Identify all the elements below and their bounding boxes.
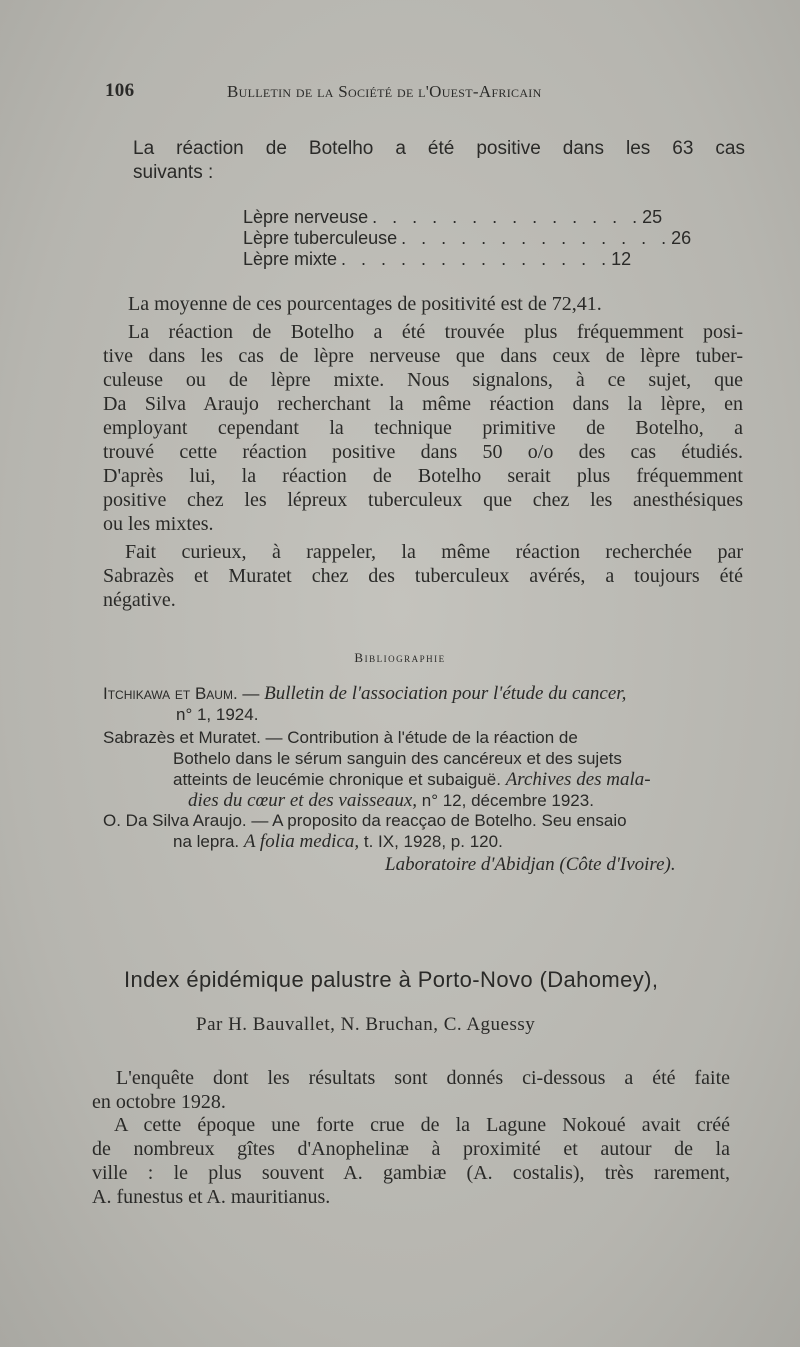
text-line: trouvé cette réaction positive dans 50 o/o des cas étudiés. — [103, 441, 743, 463]
bib-text: t. IX, 1928, p. 120. — [363, 832, 503, 851]
text-line: ville : le plus souvent A. gambiæ (A. costalis), très rarement, — [92, 1162, 730, 1184]
text-line: négative. — [103, 589, 176, 611]
text-line: en octobre 1928. — [92, 1091, 226, 1113]
text-line: D'après lui, la réaction de Botelho serait plus fréquemment — [103, 465, 743, 487]
text-line: Sabrazès et Muratet chez des tuberculeux avérés, a toujours été — [103, 565, 743, 587]
text-line: A cette époque une forte crue de la Lagune Nokoué avait créé — [114, 1114, 730, 1136]
bibliography-entry — [103, 683, 738, 725]
bib-text: atteints de leucémie chronique et subaiguë. — [173, 770, 501, 789]
table-row — [243, 207, 663, 228]
text-line: ou les mixtes. — [103, 513, 214, 535]
paragraph-curious — [103, 540, 743, 612]
leader-dots: . . . . . . . . . . . . . . — [372, 207, 643, 227]
bibliography-entry — [103, 727, 738, 811]
running-head: Bulletin de la Société de l'Ouest-Africain — [227, 82, 542, 101]
intro-paragraph — [133, 137, 745, 185]
table-row — [243, 249, 632, 270]
bib-journal: A folia medica, — [243, 831, 360, 852]
leprosy-table — [243, 207, 692, 270]
text-line — [103, 790, 738, 811]
table-row — [243, 228, 692, 249]
text-line — [103, 769, 738, 790]
paragraph-average — [128, 292, 740, 316]
leader-dots: . . . . . . . . . . . . . . — [341, 249, 612, 269]
row-label: Lèpre tuberculeuse — [243, 228, 398, 248]
text-line: suivants : — [133, 162, 214, 183]
bib-text: na lepra. — [173, 832, 240, 851]
bibliography-entry — [103, 810, 738, 852]
bibliography-title: Bibliographie — [354, 650, 446, 665]
bib-authors: Itchikawa et Baum. — — [103, 684, 265, 703]
text-line: n° 1, 1924. — [176, 705, 259, 724]
text-line: La réaction de Botelho a été positive dans les 63 cas — [133, 138, 745, 159]
row-label: Lèpre mixte — [243, 249, 338, 269]
article-authors: Par H. Bauvallet, N. Bruchan, C. Aguessy — [196, 1014, 536, 1035]
text-line: de nombreux gîtes d'Anophelinæ à proximité et autour de la — [92, 1138, 730, 1160]
text-line: culeuse ou de lèpre mixte. Nous signalons, à ce sujet, que — [103, 369, 743, 391]
article-title: Index épidémique palustre à Porto-Novo (Dahomey), — [124, 967, 659, 992]
text-line: employant cependant la technique primitive de Botelho, a — [103, 417, 743, 439]
paragraph-crue — [92, 1113, 730, 1209]
bib-text: n° 12, décembre 1923. — [421, 791, 594, 810]
bib-journal: Bulletin de l'association pour l'étude du cancer, — [264, 683, 627, 704]
paragraph-botelho — [103, 320, 743, 536]
row-value: 25 — [642, 207, 663, 227]
text-line: A. funestus et A. mauritianus. — [92, 1186, 331, 1208]
page-header — [105, 80, 665, 110]
text-line — [103, 683, 738, 704]
row-value: 26 — [671, 228, 692, 248]
text-line: positive chez les lépreux tuberculeux que chez les anesthésiques — [103, 489, 743, 511]
page-number: 106 — [105, 80, 135, 101]
text-line: La réaction de Botelho a été trouvée plus fréquemment posi- — [128, 321, 743, 343]
text-line: Fait curieux, à rappeler, la même réaction recherchée par — [125, 541, 743, 563]
text-line: La moyenne de ces pourcentages de positivité est de 72,41. — [128, 293, 602, 315]
row-value: 12 — [611, 249, 632, 269]
paragraph-enquete — [92, 1066, 730, 1114]
text-line: O. Da Silva Araujo. — A proposito da reacçao de Botelho. Seu ensaio — [103, 811, 627, 830]
text-line: Sabrazès et Muratet. — Contribution à l'étude de la réaction de — [103, 728, 578, 747]
text-line: L'enquête dont les résultats sont donnés ci-dessous a été faite — [116, 1067, 730, 1089]
leader-dots: . . . . . . . . . . . . . . — [401, 228, 672, 248]
laboratory-signature: Laboratoire d'Abidjan (Côte d'Ivoire). — [385, 854, 676, 875]
text-line: Bothelo dans le sérum sanguin des cancéreux et des sujets — [173, 749, 622, 768]
row-label: Lèpre nerveuse — [243, 207, 369, 227]
bib-journal: dies du cœur et des vaisseaux, — [188, 790, 418, 811]
text-line — [103, 831, 738, 852]
bib-journal: Archives des mala- — [505, 769, 651, 790]
text-line: tive dans les cas de lèpre nerveuse que dans ceux de lèpre tuber- — [103, 345, 743, 367]
text-line: Da Silva Araujo recherchant la même réaction dans la lèpre, en — [103, 393, 743, 415]
